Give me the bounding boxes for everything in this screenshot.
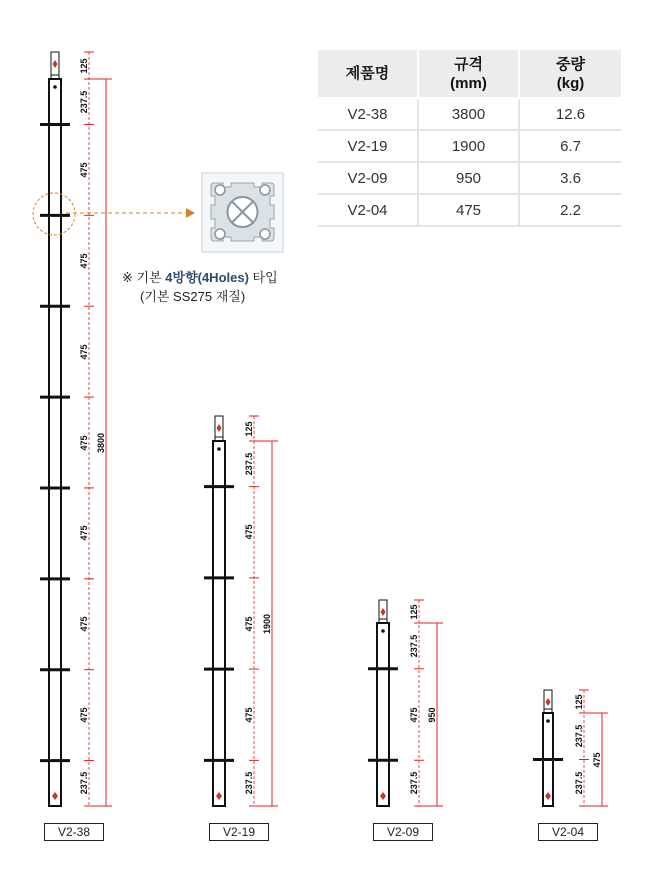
dimension-label-segment: 475 xyxy=(79,525,89,541)
table-row xyxy=(318,99,621,131)
cell-spec: 475 xyxy=(419,195,520,227)
dimension-label-total: 1900 xyxy=(262,613,272,634)
dimension-label-segment: 237.5 xyxy=(244,771,254,795)
post-name-tag: V2-19 xyxy=(209,823,269,841)
dimension-label-segment: 475 xyxy=(79,162,89,178)
dimension-label-segment: 237.5 xyxy=(409,634,419,658)
cell-name: V2-19 xyxy=(318,131,419,163)
table-row xyxy=(318,195,621,227)
spec-table xyxy=(318,50,621,227)
cell-spec: 3800 xyxy=(419,99,520,131)
dimension-label-segment: 475 xyxy=(79,707,89,723)
dimension-label-segment: 475 xyxy=(244,615,254,632)
dimension-label-segment: 475 xyxy=(79,616,89,632)
post-name-tag: V2-38 xyxy=(44,823,104,841)
note-mark: ※ xyxy=(122,270,133,285)
dimension-label-segment: 237.5 xyxy=(79,772,89,795)
post-name-tag: V2-09 xyxy=(373,823,433,841)
dimension-label-total: 950 xyxy=(427,706,437,723)
cell-spec: 1900 xyxy=(419,131,520,163)
post-tube xyxy=(49,79,61,806)
post-tube xyxy=(213,441,225,806)
callout-arrowhead xyxy=(186,208,195,218)
header-spec: 규격 (mm) xyxy=(419,50,520,99)
dimension-label-total: 475 xyxy=(592,751,602,768)
cell-weight: 3.6 xyxy=(520,163,621,195)
bolt-hole xyxy=(53,85,57,89)
type-note xyxy=(122,268,278,306)
dimension-label-segment: 475 xyxy=(79,253,89,269)
dimension-label-segment: 475 xyxy=(244,707,254,723)
note-suffix: 타입 xyxy=(252,270,278,285)
spec-table-header-row xyxy=(318,50,621,99)
dimension-label-segment: 475 xyxy=(409,706,419,723)
cell-weight: 2.2 xyxy=(520,195,621,227)
dimension-label-segment: 237.5 xyxy=(79,90,89,113)
dimension-label-segment: 237.5 xyxy=(409,771,419,795)
bolt-hole xyxy=(546,719,550,723)
table-row xyxy=(318,131,621,163)
header-weight: 중량 (kg) xyxy=(520,50,621,99)
bolt-hole xyxy=(381,629,385,633)
cell-spec: 950 xyxy=(419,163,520,195)
dimension-label-top: 125 xyxy=(79,57,89,74)
table-row xyxy=(318,163,621,195)
dimension-label-segment: 475 xyxy=(79,434,89,451)
dimension-label-segment: 475 xyxy=(244,524,254,540)
cell-name: V2-38 xyxy=(318,99,419,131)
cell-weight: 12.6 xyxy=(520,99,621,131)
dimension-label-segment: 237.5 xyxy=(574,724,584,748)
cell-weight: 6.7 xyxy=(520,131,621,163)
dimension-label-total: 3800 xyxy=(96,432,106,453)
cell-name: V2-04 xyxy=(318,195,419,227)
post-tube xyxy=(377,623,389,806)
cell-name: V2-09 xyxy=(318,163,419,195)
note-highlight: 4방향(4Holes) xyxy=(165,270,249,285)
dimension-label-top: 125 xyxy=(409,603,419,620)
note-prefix: 기본 xyxy=(136,270,162,285)
dimension-label-segment: 475 xyxy=(79,344,89,360)
post-name-tag: V2-04 xyxy=(538,823,598,841)
bolt-hole xyxy=(217,447,221,451)
cross-section-detail xyxy=(202,173,283,252)
dimension-label-segment: 237.5 xyxy=(574,771,584,795)
header-product-name: 제품명 xyxy=(318,50,419,99)
dimension-label-segment: 237.5 xyxy=(244,452,254,476)
note-material: (기본 SS275 재질) xyxy=(140,289,246,304)
dimension-label-top: 125 xyxy=(244,420,254,437)
dimension-label-top: 125 xyxy=(574,693,584,710)
